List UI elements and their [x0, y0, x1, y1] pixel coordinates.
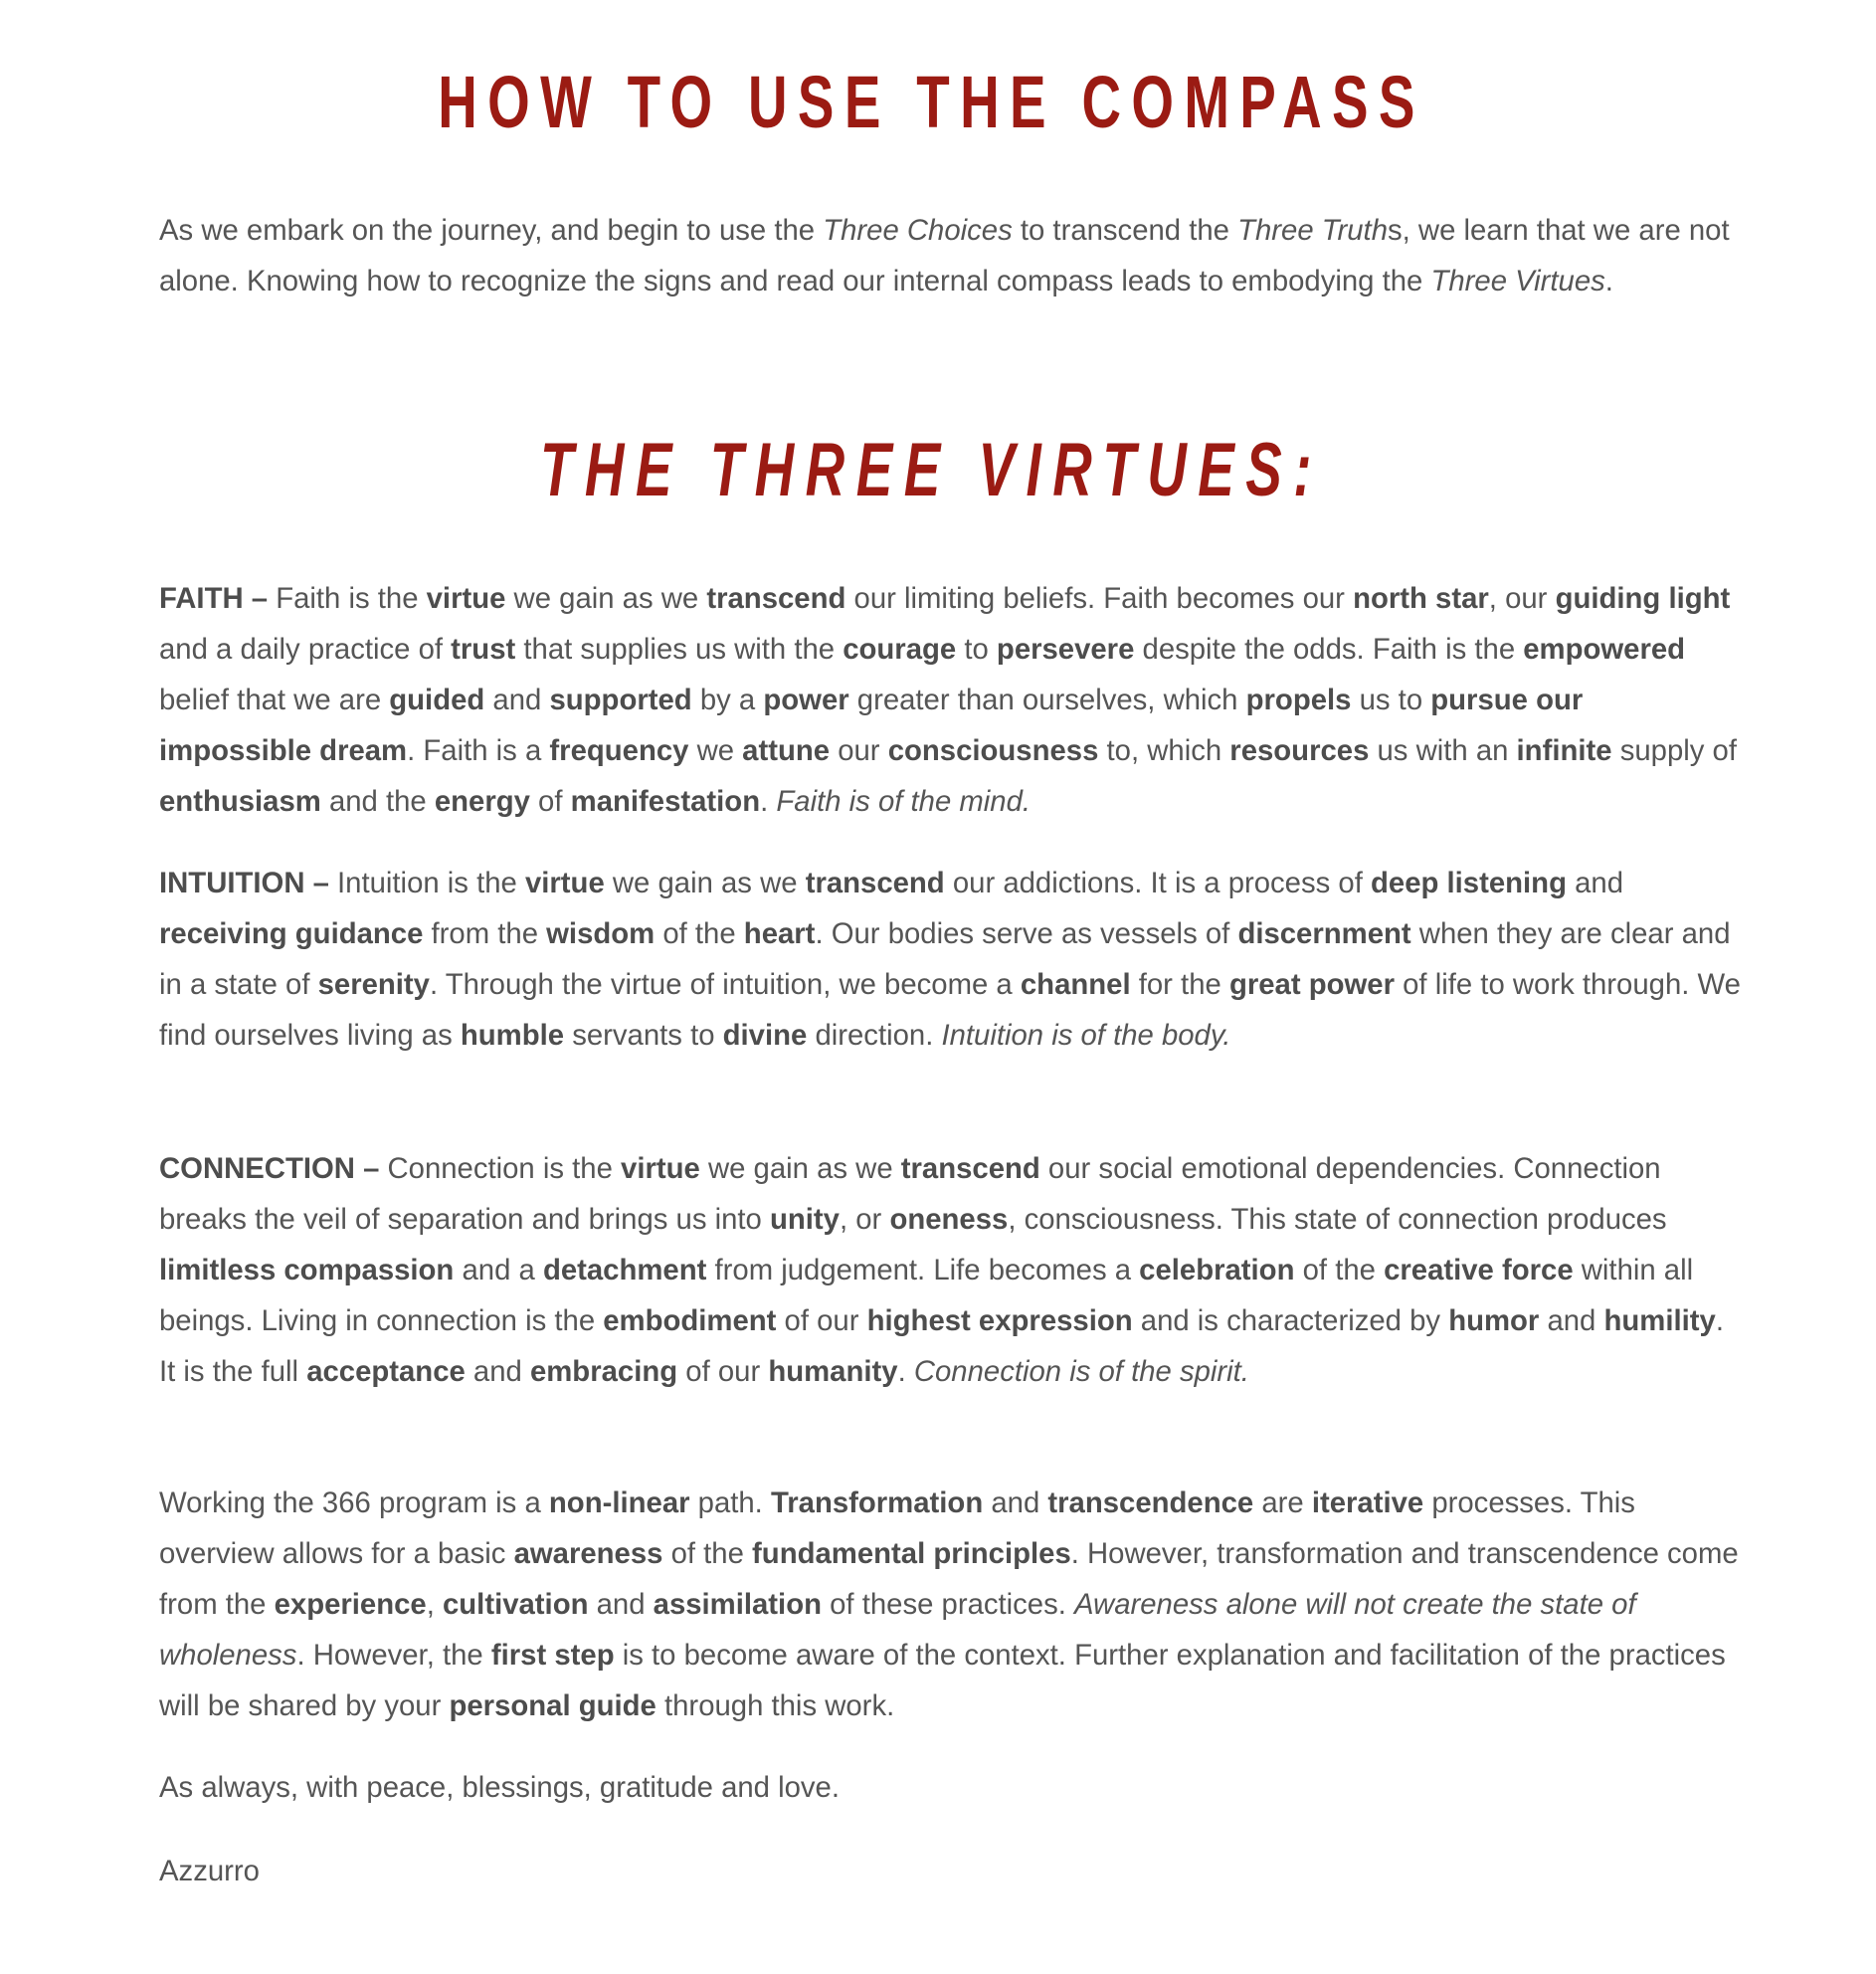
closing-line: As always, with peace, blessings, gratitude and love.	[159, 1771, 840, 1804]
intro-paragraph: As we embark on the journey, and begin to use the Three Choices to transcend the Three Truths, we learn that we are not alone. Knowing how to recognize the signs and read our internal compass leads to embodying the Three Virtues.	[159, 214, 1730, 297]
signature: Azzurro	[159, 1855, 260, 1887]
page-title: HOW TO USE THE COMPASS	[438, 61, 1425, 143]
faith-paragraph: FAITH – Faith is the virtue we gain as we transcend our limiting beliefs. Faith becomes our north star, our guiding light and a daily practice of trust that supplies us with the courage to persevere despite the odds. Faith is the empowered belief that we are guided and supported by a power greater than ourselves, which propels us to pursue our impossible dream. Faith is a frequency we attune our consciousness to, which resources us with an infinite supply of enthusiasm and the energy of manifestation. Faith is of the mind.	[159, 582, 1737, 818]
program-paragraph: Working the 366 program is a non-linear path. Transformation and transcendence are iterative processes. This overview allows for a basic awareness of the fundamental principles. However, transformation and transcendence come from the experience, cultivation and assimilation of these practices. Awareness alone will not create the state of wholeness. However, the first step is to become aware of the context. Further explanation and facilitation of the practices will be shared by your personal guide through this work.	[159, 1486, 1739, 1722]
faith-label: FAITH –	[159, 582, 269, 615]
intuition-paragraph: INTUITION – Intuition is the virtue we gain as we transcend our addictions. It is a process of deep listening and receiving guidance from the wisdom of the heart. Our bodies serve as vessels of discernment when they are clear and in a state of serenity. Through the virtue of intuition, we become a channel for the great power of life to work through. We find ourselves living as humble servants to divine direction. Intuition is of the body.	[159, 867, 1741, 1052]
section-heading: THE THREE VIRTUES:	[539, 428, 1324, 512]
connection-paragraph: CONNECTION – Connection is the virtue we gain as we transcend our social emotional dependencies. Connection breaks the veil of separation and brings us into unity, or oneness, consciousness. This state of connection produces limitless compassion and a detachment from judgement. Life becomes a celebration of the creative force within all beings. Living in connection is the embodiment of our highest expression and is characterized by humor and humility. It is the full acceptance and embracing of our humanity. Connection is of the spirit.	[159, 1152, 1724, 1388]
connection-label: CONNECTION –	[159, 1152, 380, 1185]
intuition-label: INTUITION –	[159, 867, 329, 899]
